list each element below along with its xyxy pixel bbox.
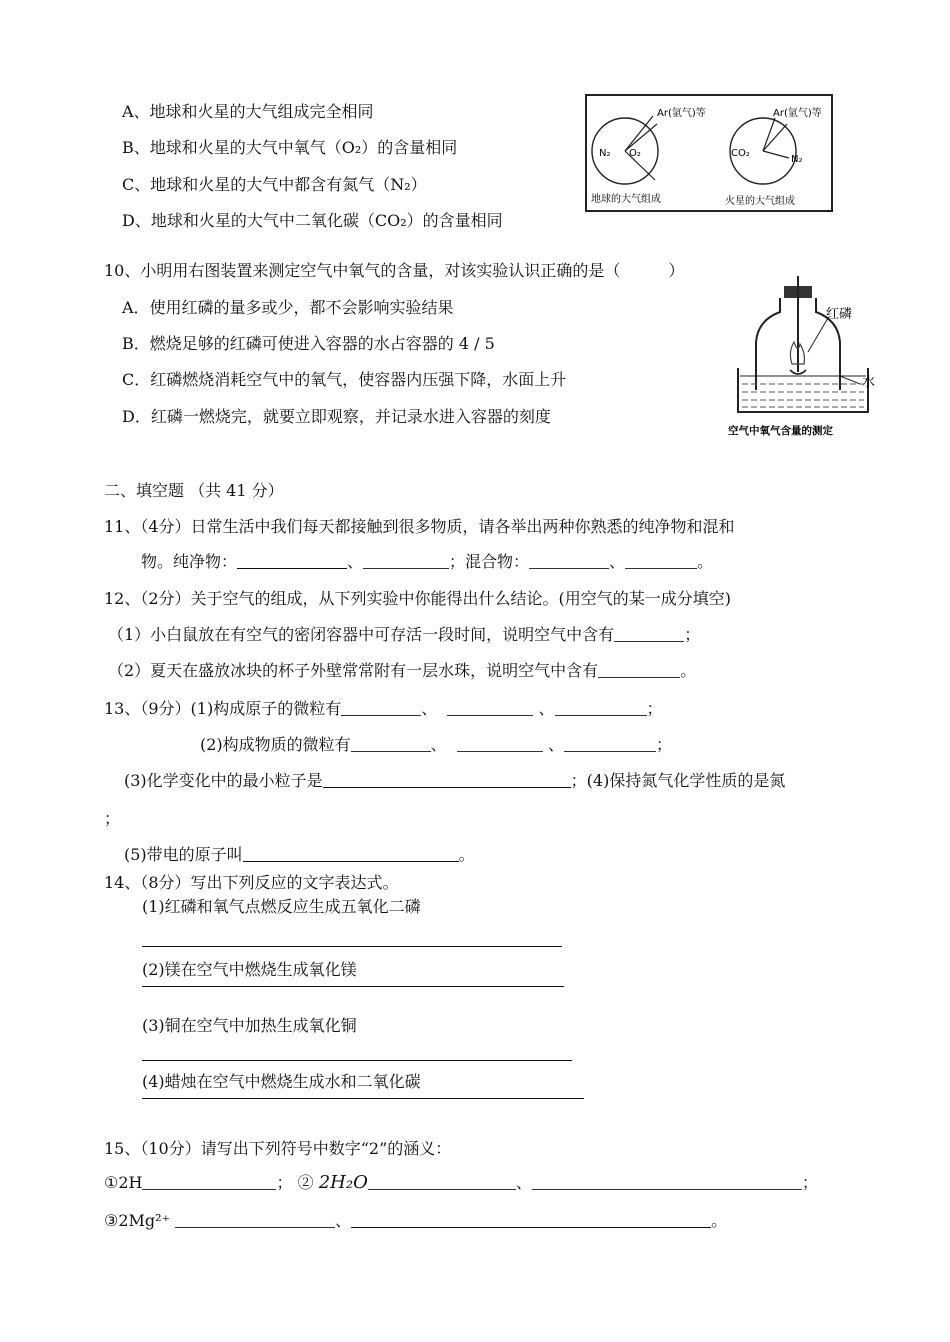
atmosphere-composition-figure	[585, 94, 835, 214]
q11-answer-line: 物。纯净物： 、 ；混合物： 、 。	[141, 552, 714, 571]
q13-line1: 13、（9分）(1)构成原子的微粒有 、 、 ；	[104, 699, 663, 718]
q14-answer-line-1[interactable]	[142, 946, 562, 947]
mars-ar-label: Ar(氩气)等	[773, 108, 822, 119]
q13-line3: (3)化学变化中的最小粒子是 ；(4)保持氮气化学性质的是氮	[124, 771, 786, 790]
section2-title: 二、填空题 （共 41 分）	[104, 481, 284, 500]
q13-ion-blank[interactable]	[243, 845, 459, 862]
q14-item-4: (4)蜡烛在空气中燃烧生成水和二氧化碳	[142, 1072, 421, 1091]
mars-caption: 火星的大气组成	[725, 196, 795, 207]
earth-ar-label: Ar(氩气)等	[657, 108, 706, 119]
q10-stem: 10、小明用右图装置来测定空气中氧气的含量，对该实验认识正确的是（ ）	[104, 261, 685, 280]
q9-option-b: B、地球和火星的大气中氧气（O₂）的含量相同	[122, 138, 458, 157]
q14-item-2: (2)镁在空气中燃烧生成氧化镁	[142, 960, 357, 979]
q14-answer-line-2[interactable]	[142, 986, 564, 987]
oxygen-measurement-apparatus	[728, 272, 888, 440]
q12-sub1: （1）小白鼠放在有空气的密闭容器中可存活一段时间，说明空气中含有 ；	[108, 625, 701, 644]
q11-pure-label: 物。纯净物：	[141, 552, 238, 571]
q14-stem: 14、（8分）写出下列反应的文字表达式。	[104, 873, 399, 892]
q14-item-3: (3)铜在空气中加热生成氧化铜	[142, 1016, 357, 1035]
q15-item-3: ③2Mg²⁺ 、 。	[104, 1211, 728, 1230]
q13-atom-blank-3[interactable]	[555, 699, 647, 716]
q13-line5: (5)带电的原子叫 。	[124, 845, 475, 864]
q11-stem: 11、（4分）日常生活中我们每天都接触到很多物质，请各举出两种你熟悉的纯净物和混和	[104, 517, 735, 536]
q10-option-a: A．使用红磷的量多或少，都不会影响实验结果	[122, 298, 454, 317]
q13-matter-blank-1[interactable]	[351, 735, 431, 752]
q9-option-d: D、地球和火星的大气中二氧化碳（CO₂）的含量相同	[122, 211, 503, 230]
q15-stem: 15、（10分）请写出下列符号中数字“2”的涵义：	[104, 1139, 452, 1158]
q11-mixture-label: ；混合物：	[449, 552, 530, 571]
q15-h2o-blank-2[interactable]	[532, 1173, 802, 1190]
q15-2h-blank[interactable]	[142, 1173, 276, 1190]
q11-mixture-blank-1[interactable]	[529, 552, 609, 569]
q15-mg-blank-2[interactable]	[351, 1211, 711, 1228]
q13-matter-blank-3[interactable]	[564, 735, 656, 752]
q12-stem: 12、（2分）关于空气的组成，从下列实验中你能得出什么结论。(用空气的某一成分填空)	[104, 589, 732, 608]
q12-blank-1[interactable]	[614, 625, 684, 642]
q11-pure-blank-2[interactable]	[363, 552, 449, 569]
mars-n2-label: N₂	[791, 154, 803, 165]
q13-smallest-particle-blank[interactable]	[323, 771, 571, 788]
q15-item-1-2: ①2H ； ② 2H₂O 、 ；	[104, 1172, 818, 1193]
q13-line4: ；	[104, 809, 121, 828]
q13-matter-blank-2[interactable]	[457, 735, 543, 752]
earth-o2-label: O₂	[629, 148, 641, 159]
earth-n2-label: N₂	[599, 148, 611, 159]
q15-h2o-blank-1[interactable]	[368, 1173, 516, 1190]
q14-item-1: (1)红磷和氧气点燃反应生成五氧化二磷	[142, 897, 421, 916]
q13-atom-blank-1[interactable]	[341, 699, 421, 716]
q13-atom-blank-2[interactable]	[447, 699, 533, 716]
label-red-phosphorus: 红磷	[826, 307, 853, 322]
q10-option-b: B．燃烧足够的红磷可使进入容器的水占容器的 4 / 5	[122, 334, 495, 353]
q11-pure-blank-1[interactable]	[237, 552, 347, 569]
q15-h2o-formula: 2H₂O	[318, 1172, 368, 1193]
q12-sub2: （2）夏天在盛放冰块的杯子外壁常常附有一层水珠，说明空气中含有 。	[108, 661, 697, 680]
earth-caption: 地球的大气组成	[591, 194, 661, 205]
q12-blank-2[interactable]	[598, 661, 680, 678]
q14-answer-line-3[interactable]	[142, 1060, 572, 1061]
label-water: 水	[862, 375, 876, 390]
q14-answer-line-4[interactable]	[142, 1098, 584, 1099]
mars-co2-label: CO₂	[731, 148, 750, 159]
q11-mixture-blank-2[interactable]	[625, 552, 697, 569]
q9-option-c: C、地球和火星的大气中都含有氮气（N₂）	[122, 175, 427, 194]
q10-option-d: D．红磷一燃烧完，就要立即观察，并记录水进入容器的刻度	[122, 407, 551, 426]
q15-mg-blank-1[interactable]	[175, 1211, 335, 1228]
q9-option-a: A、地球和火星的大气组成完全相同	[122, 102, 374, 121]
apparatus-caption: 空气中氧气含量的测定	[728, 425, 833, 437]
q13-line2: (2)构成物质的微粒有 、 、 ；	[200, 735, 672, 754]
q10-option-c: C．红磷燃烧消耗空气中的氧气，使容器内压强下降，水面上升	[122, 370, 567, 389]
